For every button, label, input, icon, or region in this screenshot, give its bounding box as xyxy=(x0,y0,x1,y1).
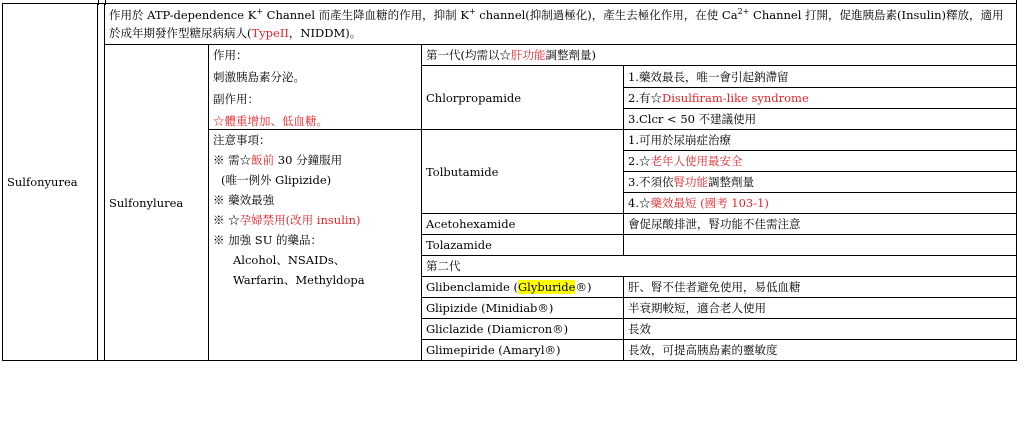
spacer-column xyxy=(98,4,105,361)
drug-note: 3.Clcr < 50 不建議使用 xyxy=(628,112,757,126)
gen1-header-text: 調整劑量) xyxy=(545,48,596,62)
subclass-label: Sulfonylurea xyxy=(109,195,184,210)
drug-name: Chlorpropamide xyxy=(426,90,522,105)
drug-note-highlight: 老年人使用最安全 xyxy=(650,154,743,168)
drug-note: 1.藥效最長，唯一會引起鈉滯留 xyxy=(628,69,789,84)
drug-note-cell xyxy=(624,319,1017,340)
drug-note-cell xyxy=(624,340,1017,361)
drug-note-cell xyxy=(624,172,1017,193)
category-label: Sulfonyurea xyxy=(7,175,78,189)
gen2-header-text: 第二代 xyxy=(426,259,461,273)
caution-item: (唯一例外 Glipizide) xyxy=(221,173,332,187)
drug-note-cell xyxy=(624,109,1017,130)
category-cell xyxy=(3,4,98,361)
drug-note: 4.☆ xyxy=(628,196,651,210)
drug-name-cell xyxy=(422,214,624,235)
drug-name: Gliclazide (Diamicron®) xyxy=(426,322,569,336)
intro-highlight: TypeII xyxy=(251,26,289,40)
drug-note-cell xyxy=(624,214,1017,235)
drug-name: Glibenclamide ( xyxy=(426,280,518,294)
gen1-header xyxy=(422,45,1017,66)
drug-note-cell xyxy=(624,277,1017,298)
caution-item: 30 分鐘服用 xyxy=(274,153,343,167)
drug-note: 半衰期較短，適合老人使用 xyxy=(628,301,766,315)
mechanism-text xyxy=(105,4,1017,45)
drug-name-cell xyxy=(422,130,624,214)
drug-note-cell xyxy=(624,66,1017,88)
caution-highlight: 孕婦禁用(改用 insulin) xyxy=(239,213,361,227)
drug-note-cell xyxy=(624,193,1017,214)
caution-item: Warfarin、Methyldopa xyxy=(233,273,365,287)
caution-item: ※ ☆ xyxy=(213,213,240,227)
drug-note: 1.可用於尿崩症治療 xyxy=(628,133,731,147)
drug-name-cell xyxy=(422,298,624,319)
gen1-header-highlight: 肝功能 xyxy=(511,48,546,62)
drug-note-cell xyxy=(624,235,1017,256)
drug-note: 長效，可提高胰島素的靈敏度 xyxy=(628,343,778,357)
intro-text: 作用於 ATP-dependence K xyxy=(109,8,257,22)
superscript: 2+ xyxy=(737,7,750,17)
drug-name-cell xyxy=(422,235,624,256)
drug-note: 調整劑量 xyxy=(707,175,754,189)
action-label: 作用： xyxy=(213,48,248,62)
intro-text: channel(抑制過極化)，產生去極化作用，在使 Ca xyxy=(475,8,738,22)
intro-text: Channel 而產生降血糖的作用，抑制 K xyxy=(263,8,469,22)
intro-text: Channel 打開，促進胰島素(Insulin)釋放，適用於成年期發作型糖尿病病人( xyxy=(109,8,1004,40)
drug-name: Tolbutamide xyxy=(426,164,499,179)
drug-name: Glimepiride (Amaryl®) xyxy=(426,343,561,357)
intro-text: ，NIDDM)。 xyxy=(288,26,362,40)
drug-name-highlight: Glyburide xyxy=(517,280,576,294)
action-notes-cell xyxy=(209,45,422,130)
drug-note: 會促尿酸排泄，腎功能不佳需注意 xyxy=(628,217,801,231)
action-text: 刺激胰島素分泌。 xyxy=(213,70,305,84)
drug-name-cell xyxy=(422,340,624,361)
drug-note-cell xyxy=(624,151,1017,172)
drug-note-highlight: 腎功能 xyxy=(673,175,708,189)
drug-note: 2.☆ xyxy=(628,154,651,168)
drug-note: 3.不須依 xyxy=(628,175,674,189)
drug-note-highlight: 藥效最短 (國考 103-1) xyxy=(650,196,769,210)
drug-note-cell xyxy=(624,88,1017,109)
drug-name-cell xyxy=(422,319,624,340)
drug-name-cell xyxy=(422,66,624,130)
subclass-cell xyxy=(105,45,209,361)
drug-name: Glipizide (Minidiab®) xyxy=(426,301,554,315)
caution-item: ※ 需☆ xyxy=(213,153,252,167)
caution-label: 注意事項： xyxy=(213,133,271,147)
caution-item: ※ 加強 SU 的藥品： xyxy=(213,233,323,247)
drug-note: 2.有☆ xyxy=(628,91,662,105)
side-effect-text: ☆體重增加、低血糖。 xyxy=(213,114,328,128)
table-row xyxy=(3,4,1017,45)
caution-highlight: 飯前 xyxy=(251,153,275,167)
caution-item: ※ 藥效最強 xyxy=(213,193,275,207)
superscript: + xyxy=(468,7,476,17)
drug-name: Acetohexamide xyxy=(426,217,516,231)
drug-name-cell xyxy=(422,277,624,298)
gen1-header-text: 第一代(均需以☆ xyxy=(426,48,511,62)
drug-note-cell xyxy=(624,130,1017,151)
drug-note-cell xyxy=(624,298,1017,319)
caution-notes-cell xyxy=(209,130,422,361)
superscript: + xyxy=(256,7,264,17)
drug-name: Tolazamide xyxy=(426,238,492,252)
drug-note: 肝、腎不佳者避免使用，易低血糖 xyxy=(628,280,801,294)
drug-note-highlight: Disulfiram-like syndrome xyxy=(661,91,809,105)
drug-name: ®) xyxy=(575,280,592,294)
table-row xyxy=(3,45,1017,66)
caution-item: Alcohol、NSAIDs、 xyxy=(233,253,346,267)
side-effect-label: 副作用： xyxy=(213,92,259,106)
sulfonylurea-table xyxy=(2,3,1017,361)
gen2-header xyxy=(422,256,1017,277)
drug-note: 長效 xyxy=(628,322,651,336)
